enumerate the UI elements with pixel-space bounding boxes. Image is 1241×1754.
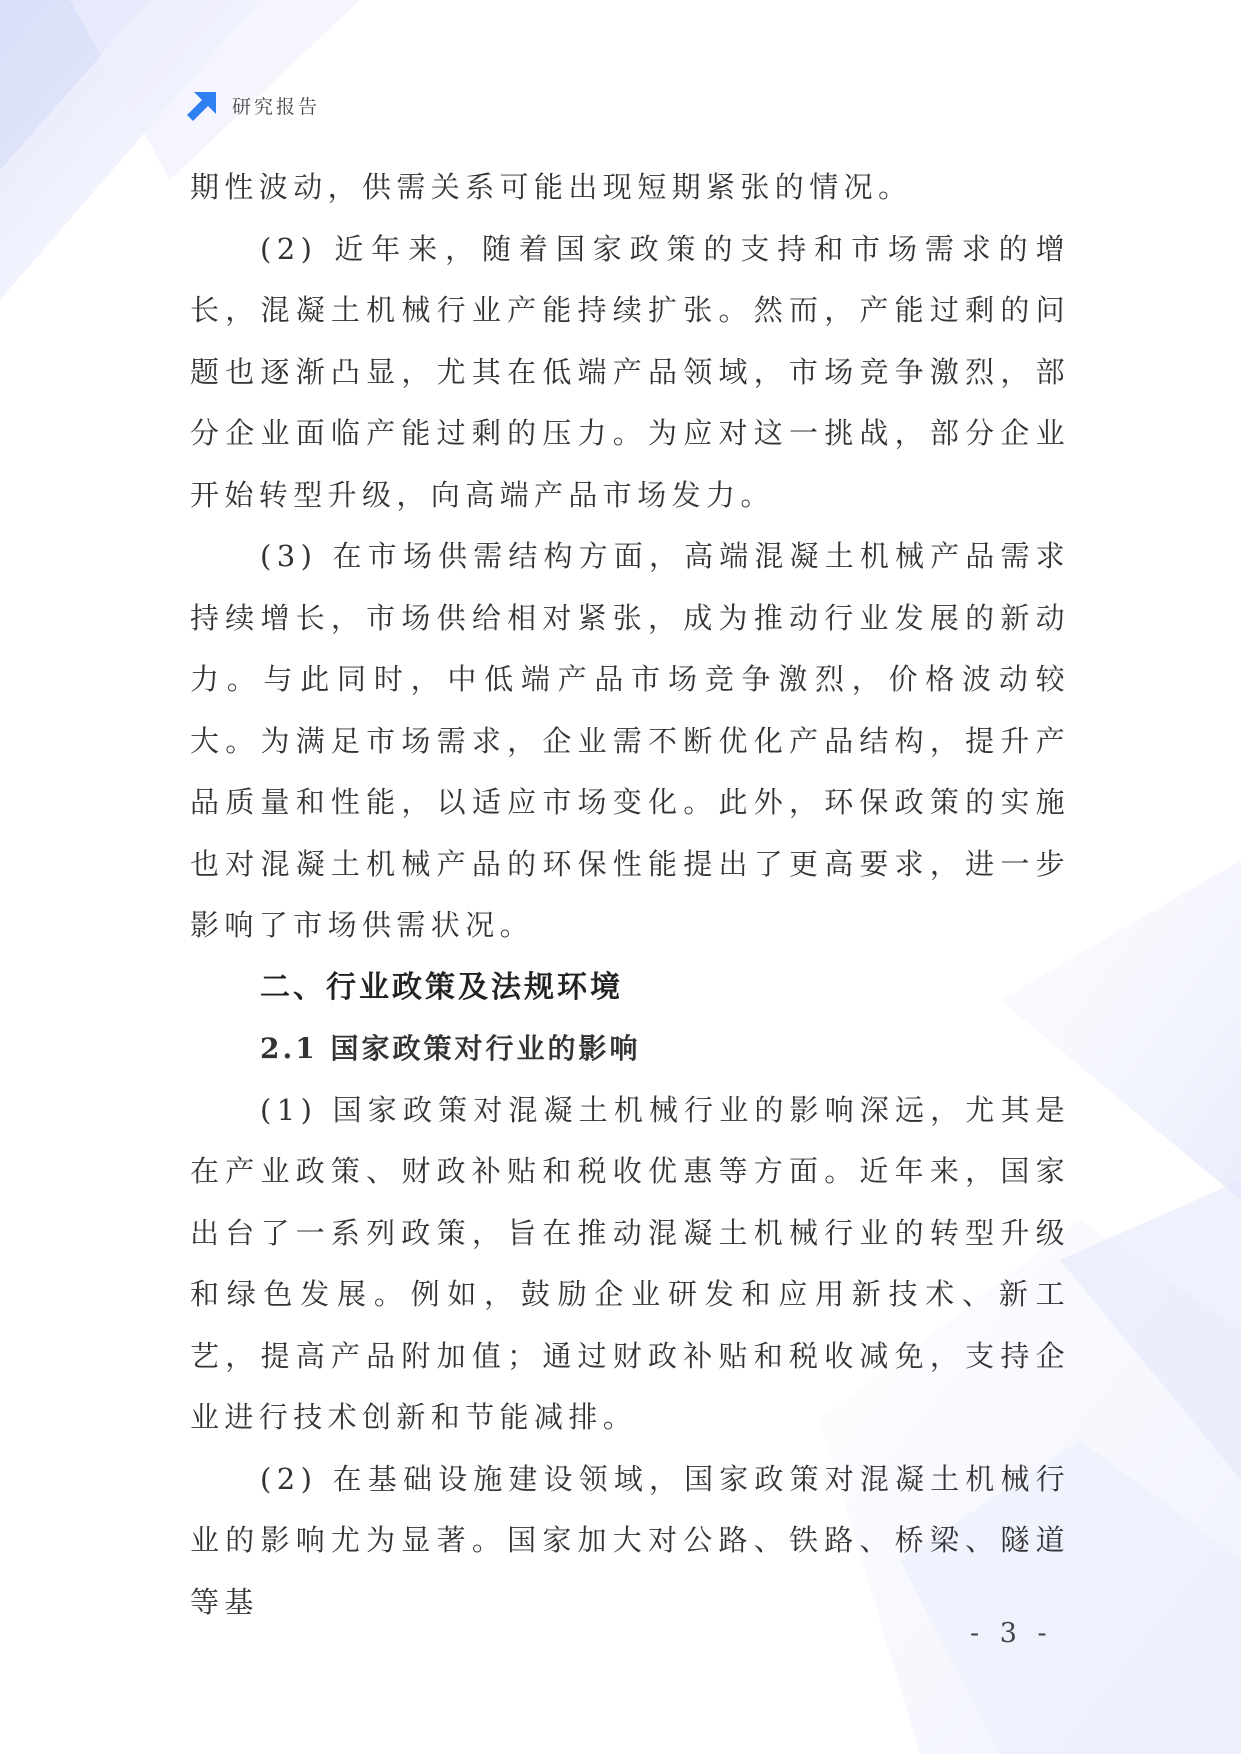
subsection-heading: 2.1 国家政策对行业的影响 (260, 1032, 641, 1065)
paragraph: (2) 在基础设施建设领域，国家政策对混凝土机械行业的影响尤为显著。国家加大对公路、铁路、桥梁、隧道等基 (190, 1461, 1070, 1619)
report-type-label: 研究报告 (232, 95, 321, 118)
paragraph: (3) 在市场供需结构方面，高端混凝土机械产品需求持续增长，市场供给相对紧张，成为推动行业发展的新动力。与此同时，中低端产品市场竞争激烈，价格波动较大。为满足市场需求，企业需不断优化产品结构，提升产品质量和性能，以适应市场变化。此外，环保政策的实施也对混凝土机械产品的环保性能提出了更高要求，进一步影响了市场供需状况。 (190, 539, 1070, 942)
arrow-up-right-icon (186, 88, 220, 122)
paragraph-continuation: 期性波动，供需关系可能出现短期紧张的情况。 (190, 170, 913, 204)
document-body (190, 157, 1070, 1633)
paragraph: (2) 近年来，随着国家政策的支持和市场需求的增长，混凝土机械行业产能持续扩张。然而，产能过剩的问题也逐渐凸显，尤其在低端产品领域，市场竞争激烈，部分企业面临产能过剩的压力。为应对这一挑战，部分企业开始转型升级，向高端产品市场发力。 (190, 231, 1070, 512)
section-heading: 二、行业政策及法规环境 (260, 969, 623, 1005)
paragraph: (1) 国家政策对混凝土机械行业的影响深远，尤其是在产业政策、财政补贴和税收优惠等方面。近年来，国家出台了一系列政策，旨在推动混凝土机械行业的转型升级和绿色发展。例如，鼓励企业研发和应用新技术、新工艺，提高产品附加值；通过财政补贴和税收减免，支持企业进行技术创新和节能减排。 (190, 1092, 1070, 1434)
page-number: - 3 - (970, 1618, 1053, 1649)
report-header (186, 88, 320, 122)
